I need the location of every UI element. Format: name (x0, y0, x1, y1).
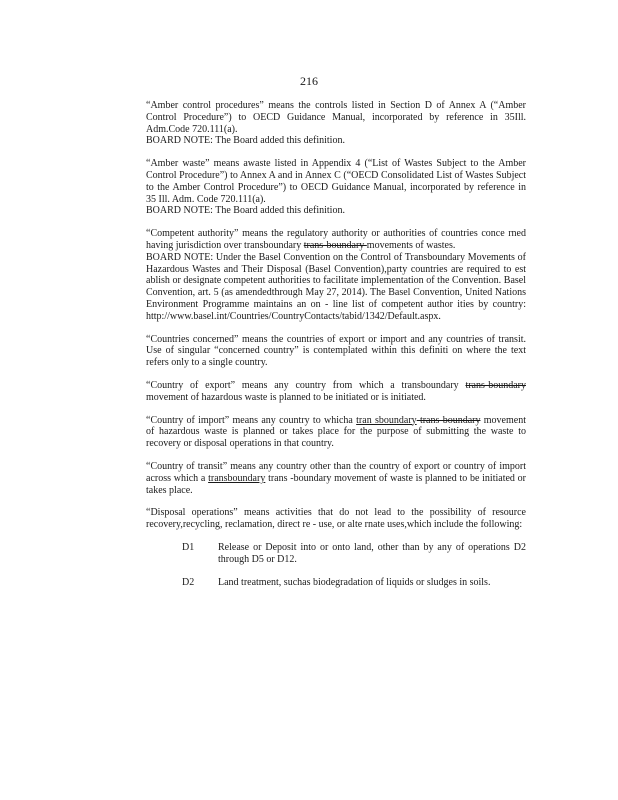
definition-term: “Amber waste” (146, 158, 210, 170)
underlined-text: transboundary (208, 472, 266, 484)
struck-text: trans-boundary (416, 414, 481, 426)
definition-text: “Amber control procedures” means the controls listed in Section D of Annex A (“Amber Control Procedure”) to OECD Guidance Manual, incorporated by reference in 35Ill. Adm.Code 720.111(a). (146, 100, 526, 135)
definition-countries-concerned (146, 334, 526, 369)
definition-country-of-import (146, 415, 526, 450)
definition-text: “Disposal operations” means activities that do not lead to the possibility of resource recovery,recycling, reclamation, direct re - use, or alte rnate uses,which include the following: (146, 507, 526, 531)
underlined-text: tran sboundary (356, 414, 417, 426)
definition-term: “Country of transit” (146, 460, 228, 472)
definition-country-of-transit (146, 461, 526, 496)
operation-text: Land treatment, suchas biodegradation of liquids or sludges in soils. (218, 576, 491, 588)
list-item (146, 577, 526, 589)
operation-code: D1 (182, 541, 195, 553)
definition-competent-authority (146, 228, 526, 322)
definition-amber-control-procedures (146, 100, 526, 147)
definition-text: “Country of transit” means any country other than the country of export or country of import across which a transboundary trans -boundary movement of waste is planned to be initiated or takes place. (146, 460, 527, 496)
struck-text: trans-boundary (303, 239, 367, 251)
board-note: BOARD NOTE: The Board added this definition. (146, 205, 345, 217)
definition-text: “Competent authority” means the regulatory authority or authorities of countries conce rned having jurisdiction over transboundary trans-boundary movements of wastes. (146, 228, 526, 251)
board-note: BOARD NOTE: The Board added this definition. (146, 135, 345, 147)
board-note: BOARD NOTE: Under the Basel Convention on the Control of Transboundary Movements of Hazardous Wastes and Their Disposal (Basel Convention),party countries are required to est ablish or designate competent authorities to facilitate implementation of the Convention. Basel Convention, art. 5 (as amendedthrough May 27, 2014). The Basel Convention, United Nations Environment Programme maintains an on - line list of competent author ities by country: http://www.basel.int/Countries/CountryContacts/tabid/1342/Default.aspx. (146, 251, 526, 322)
page-number: 216 (300, 74, 318, 88)
operation-text: Release or Deposit into or onto land, other than by any of operations D2 through D5 or D12. (218, 541, 526, 565)
definition-term: “Disposal operations” (146, 507, 238, 519)
definition-term: “Competent authority” (146, 228, 239, 240)
definition-text: “Country of import” means any country to whicha tran sboundary trans-boundary movement of hazardous waste is planned or takes place for the purpose of submitting the waste to recovery or disposal operations in that country. (146, 414, 526, 450)
operation-code: D2 (182, 576, 195, 588)
definition-text: “Amber waste” means awaste listed in Appendix 4 (“List of Wastes Subject to the Amber Control Procedure”) to Annex A and in Annex C (“OECD Consolidated List of Wastes Subject to the Amber Control Procedure”) to OECD Guidance Manual, incorporated by reference in 35 Ill. Adm. Code 720.111(a). (146, 158, 526, 205)
definition-term: “Countries concerned” (146, 333, 239, 345)
definition-term: “Country of export” (146, 379, 236, 391)
list-item (146, 542, 526, 566)
definition-text: “Country of export” means any country from which a transboundary trans-boundary movement of hazardous waste is planned to be initiated or is initiated. (146, 379, 526, 403)
definition-amber-waste (146, 158, 526, 217)
definition-term: “Country of import” (146, 414, 230, 426)
definition-country-of-export (146, 380, 526, 404)
definitions-body (146, 100, 526, 599)
struck-text: trans-boundary (465, 379, 526, 391)
definition-text: “Countries concerned” means the countries of export or import and any countries of transit. Use of singular “concerned country” is contemplated within this definiti on where the text refers only to a single country. (146, 333, 526, 369)
operations-list (146, 542, 526, 588)
definition-term: “Amber control procedures” (146, 100, 264, 111)
definition-disposal-operations (146, 507, 526, 531)
